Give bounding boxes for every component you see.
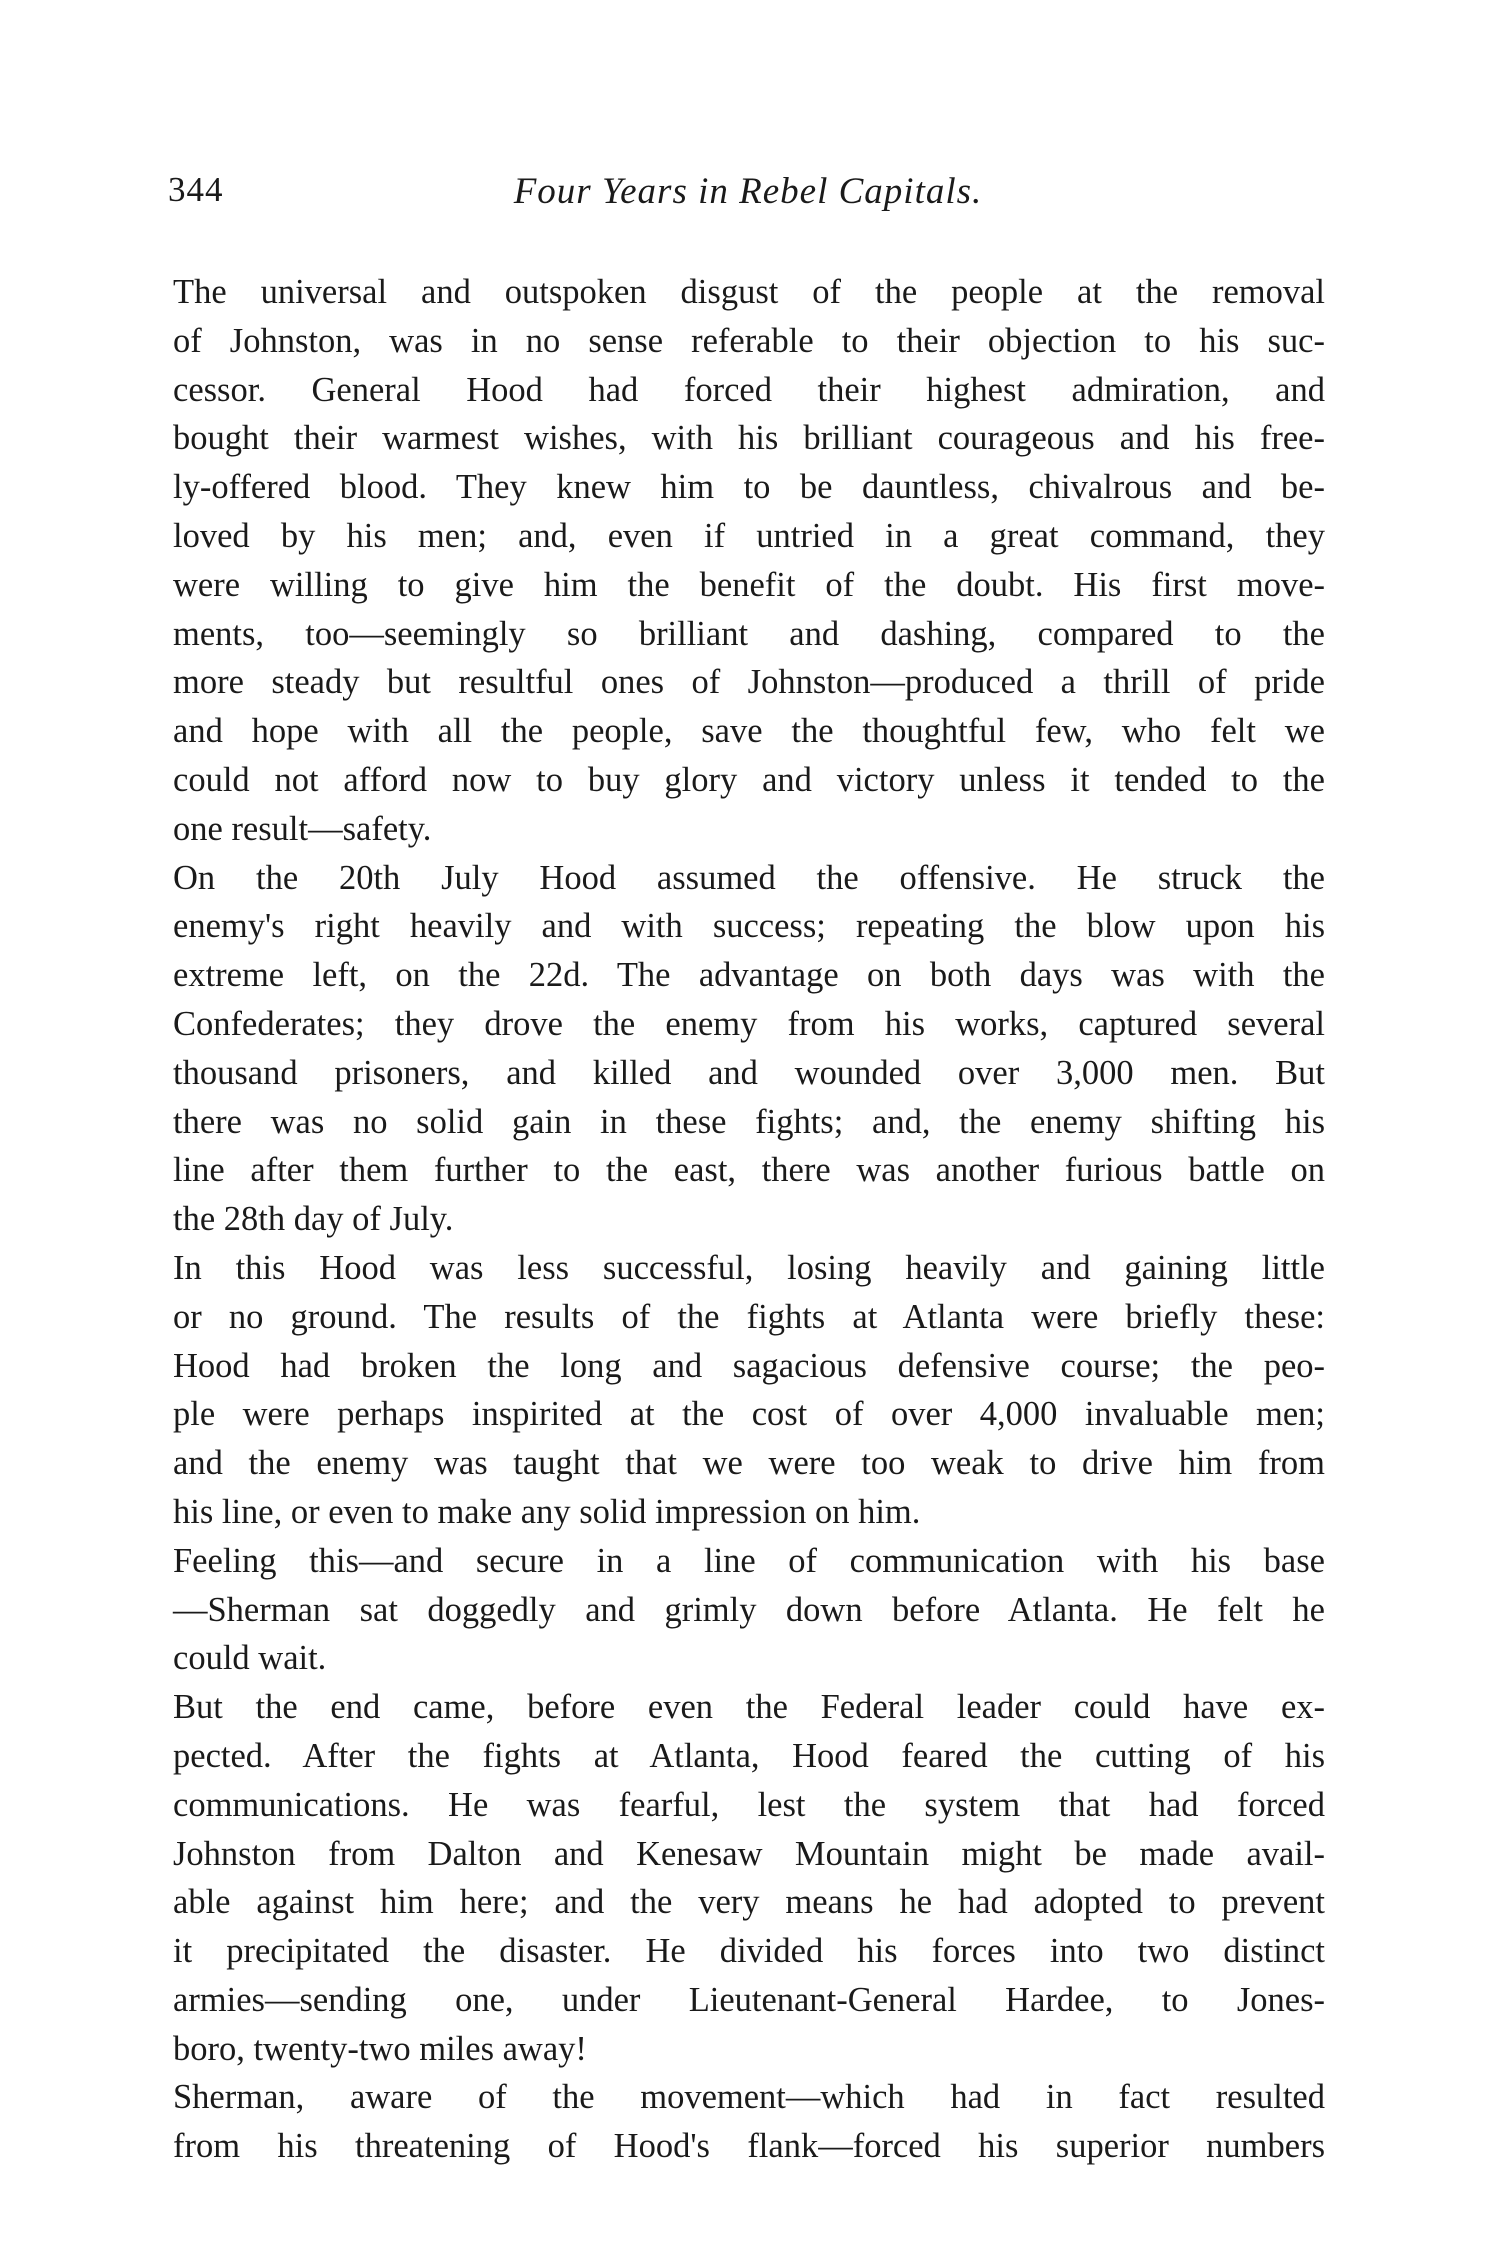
page-header: [168, 170, 1328, 230]
text-line: could wait.: [173, 1639, 327, 1678]
text-line: his line, or even to make any solid impression on him.: [173, 1492, 921, 1531]
text-line: line after them further to the east, there was another furious battle on: [173, 1151, 1325, 1190]
text-line: armies—sending one, under Lieutenant-General Hardee, to Jones-: [173, 1980, 1325, 2019]
text-line: bought their warmest wishes, with his brilliant courageous and his free-: [173, 419, 1325, 458]
text-line: Hood had broken the long and sagacious defensive course; the peo-: [173, 1346, 1325, 1385]
text-line: enemy's right heavily and with success; repeating the blow upon his: [173, 907, 1325, 946]
text-line: could not afford now to buy glory and victory unless it tended to the: [173, 760, 1325, 799]
text-line: of Johnston, was in no sense referable to their objection to his suc-: [173, 321, 1325, 360]
text-line: and hope with all the people, save the thoughtful few, who felt we: [173, 712, 1325, 751]
text-line: loved by his men; and, even if untried in a great command, they: [173, 516, 1325, 555]
text-line: Johnston from Dalton and Kenesaw Mountain might be made avail-: [173, 1834, 1325, 1873]
text-line: cessor. General Hood had forced their highest admiration, and: [173, 370, 1325, 409]
paragraph: [120, 268, 1325, 854]
paragraph: [120, 2073, 1325, 2171]
text-line: one result—safety.: [173, 809, 432, 848]
text-line: boro, twenty-two miles away!: [173, 2029, 587, 2068]
text-line: In this Hood was less successful, losing heavily and gaining little: [173, 1248, 1325, 1287]
text-line: the 28th day of July.: [173, 1200, 454, 1239]
text-line: Confederates; they drove the enemy from his works, captured several: [173, 1004, 1325, 1043]
paragraph: [120, 854, 1325, 1244]
text-line: able against him here; and the very means he had adopted to prevent: [173, 1883, 1325, 1922]
text-line: Sherman, aware of the movement—which had in fact resulted: [173, 2078, 1325, 2117]
text-line: ly-offered blood. They knew him to be dauntless, chivalrous and be-: [173, 468, 1325, 507]
paragraph: [120, 1683, 1325, 2073]
text-line: communications. He was fearful, lest the system that had forced: [173, 1785, 1325, 1824]
text-line: On the 20th July Hood assumed the offensive. He struck the: [173, 858, 1325, 897]
text-line: from his threatening of Hood's flank—forced his superior numbers: [173, 2127, 1325, 2166]
text-line: and the enemy was taught that we were too weak to drive him from: [173, 1444, 1325, 1483]
text-line: pected. After the fights at Atlanta, Hood feared the cutting of his: [173, 1736, 1325, 1775]
text-line: ments, too—seemingly so brilliant and dashing, compared to the: [173, 614, 1325, 653]
body-text: [120, 268, 1325, 2171]
running-title: Four Years in Rebel Capitals.: [513, 171, 983, 212]
text-line: were willing to give him the benefit of the doubt. His first move-: [173, 565, 1325, 604]
text-line: or no ground. The results of the fights at Atlanta were briefly these:: [173, 1297, 1325, 1336]
page-number: 344: [168, 170, 224, 209]
text-line: Feeling this—and secure in a line of communication with his base: [173, 1541, 1325, 1580]
text-line: ple were perhaps inspirited at the cost of over 4,000 invaluable men;: [173, 1395, 1325, 1434]
text-line: But the end came, before even the Federal leader could have ex-: [173, 1688, 1325, 1727]
text-line: there was no solid gain in these fights; and, the enemy shifting his: [173, 1102, 1325, 1141]
text-line: extreme left, on the 22d. The advantage on both days was with the: [173, 956, 1325, 995]
text-line: The universal and outspoken disgust of the people at the removal: [173, 273, 1325, 311]
text-line: it precipitated the disaster. He divided his forces into two distinct: [173, 1932, 1325, 1971]
paragraph: [120, 1537, 1325, 1683]
text-line: —Sherman sat doggedly and grimly down before Atlanta. He felt he: [173, 1590, 1325, 1629]
text-line: thousand prisoners, and killed and wounded over 3,000 men. But: [173, 1053, 1325, 1092]
text-line: more steady but resultful ones of Johnston—produced a thrill of pride: [173, 663, 1325, 702]
paragraph: [120, 1244, 1325, 1537]
